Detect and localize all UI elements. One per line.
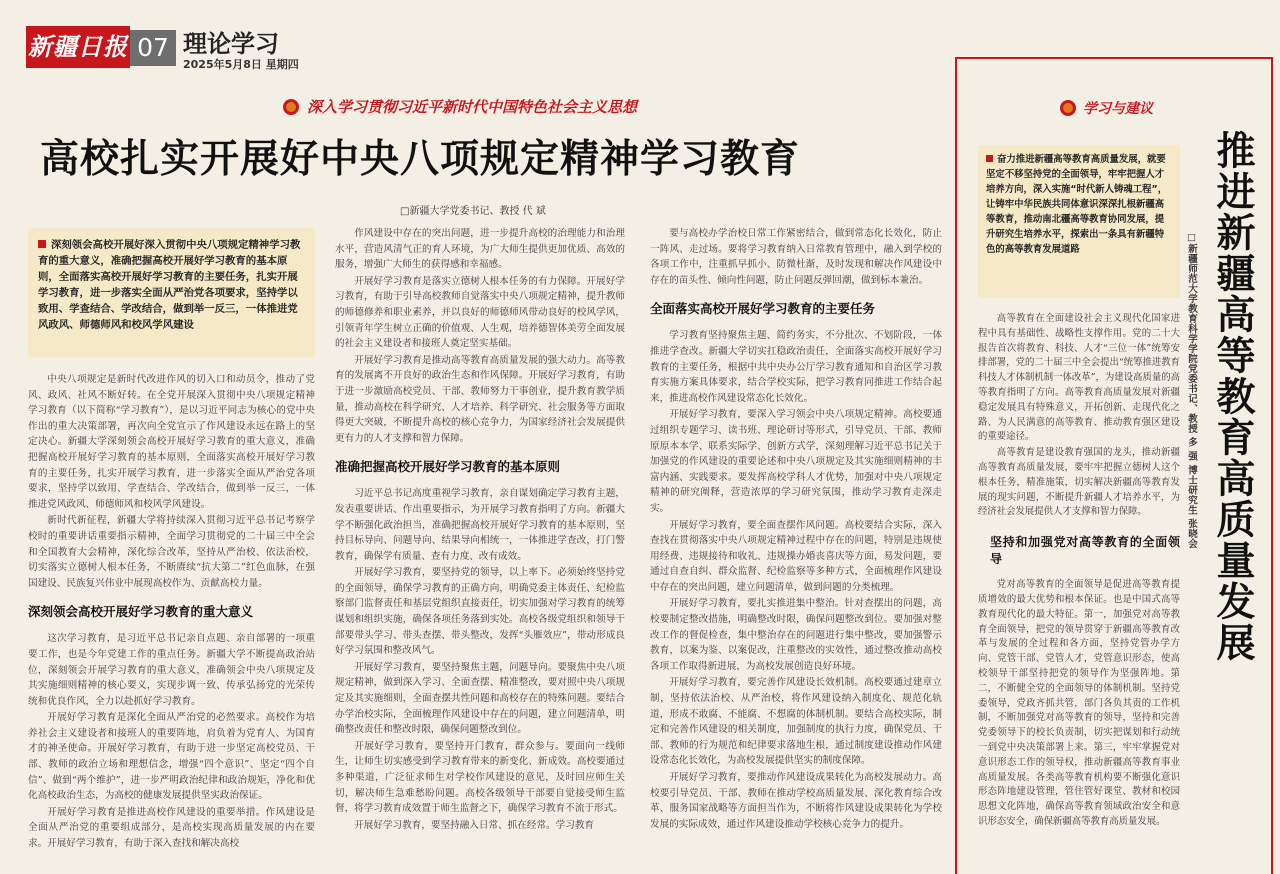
issue-date: 2025年5月8日 星期四 [183,58,299,71]
paragraph: 学习教育坚持聚焦主题、简约务实，不分批次、不划阶段，一体推进学查改。新疆大学切实扛稳政治责任，全面落实高校开展好学习教育的主要任务，根据中共中央办公厅学习教育通知和自治区学习教育实施方案具体要求，结合学校实际，把学习教育同推进工作结合起来，推进高校作风建设常态化长效化。 [650,330,942,404]
main-kicker-text: 深入学习贯彻习近平新时代中国特色社会主义思想 [307,98,638,116]
paragraph: 开展好学习教育是落实立德树人根本任务的有力保障。开展好学习教育，有助于引导高校教师自觉落实中央八项规定精神，提升教师的师德修养和职业素养，并以良好的师德师风带动良好的校风学风，引领青年学生树立正确的价值观、人生观，培养德智体美劳全面发展的社会主义建设者和接班人奠定坚实基础。 [335,275,625,350]
subheading: 深刻领会高校开展好学习教育的重大意义 [28,604,254,620]
main-lead-summary [28,228,315,357]
paragraph: 开展好学习教育是推动高等教育高质量发展的强大动力。高等教育的发展离不开良好的政治生态和作风保障。开展好学习教育，有助于进一步激励高校党员、干部、教师努力干事创业，提升教育教学质量，推动高校在科学研究、人才培养、科学研究、社会服务等方面取得更大突破，不断提升高校的核心竞争力，为国家经济社会发展提供更有力的人才支撑和智力保障。 [335,354,625,444]
paragraph: 要与高校办学治校日常工作紧密结合，做到常态化长效化，防止一阵风、走过场。要将学习教育纳入日常教育管理中，融入到学校的各项工作中，注重抓早抓小、防微杜渐，及时发现和解决作风建设中存在的苗头性、倾向性问题，防止问题反弹回潮，做到标本兼治。 [650,228,942,286]
paragraph: 这次学习教育，是习近平总书记亲自点题、亲自部署的一项重要工作，也是今年党建工作的重点任务。新疆大学不断提高政治站位，深刻领会开展学习教育的重大意义，准确领会中央八项规定及其实施细则精神的核心要义，实现步调一致、传承弘扬党的光荣传统和优良作风，全力以赴抓好学习教育。 [28,633,315,707]
article-column-3 [650,226,942,874]
paragraph: 中央八项规定是新时代改进作风的切入口和动员令，推动了党风、政风、社风不断好转。在全党开展深入贯彻中央八项规定精神学习教育（以下简称“学习教育”），是以习近平同志为核心的党中央作出的重大决策部署，再次向全党宣示了作风建设永远在路上的坚定决心。新疆大学深刻领会高校开展好学习教育的重大意义，准确把握高校开展好学习教育的基本原则，全面落实高校开展好学习教育的主要任务，扎实开展学习教育，进一步落实全面从严治党各项要求，坚持学以致用、学查结合、学改结合，做到举一反三，一体推进党风政风、师德师风和校风学风建设。 [28,374,315,510]
subheading: 准确把握高校开展好学习教育的基本原则 [335,459,561,475]
badge-icon [283,99,299,115]
red-square-icon [38,240,46,248]
badge-icon [1060,100,1076,116]
paragraph: 开展好学习教育，要坚持开门教育，群众参与。要面向一线师生，让师生切实感受到学习教育带来的新变化、新成效。高校要通过多种渠道，广泛征求师生对学校作风建设的意见，及时回应师生关切，解决师生急难愁盼问题。高校各级领导干部要自觉接受师生监督，将学习教育成效置于师生监督之下，确保学习教育不流于形式。 [335,740,625,815]
sidebar-body [978,312,1180,872]
subheading: 坚持和加强党对高等教育的全面领导 [990,535,1180,567]
sidebar-lead-summary [978,145,1180,298]
paragraph: 高等教育在全面建设社会主义现代化国家进程中具有基础性、战略性支撑作用。党的二十大报告首次将教育、科技、人才“三位一体”统筹安排部署，党的二十届三中全会提出“统筹推进教育科技人才体制机制一体改革”，为建设高质量的高等教育指明了方向。高等教育高质量发展对新疆稳定发展具有特殊意义，开拓创新、走现代化之路、为人民满意的高等教育、推动教育强区建设的重要途径。 [978,313,1180,443]
sidebar-kicker-text: 学习与建议 [1083,101,1153,117]
main-headline: 高校扎实开展好中央八项规定精神学习教育 [40,137,801,182]
paragraph: 新时代新征程，新疆大学将持续深入贯彻习近平总书记考察学校时的重要讲话重要指示精神，全面学习贯彻党的二十届三中全会和全国教育大会精神，深化综合改革，坚持从严治校、依法治校，切实落实立德树人根本任务，不断赓续“抗大第二”红色血脉，在强国建设、民族复兴伟业中展现高校作为、贡献高校力量。 [28,515,315,589]
page-number: 07 [130,30,176,66]
paragraph: 习近平总书记高度重视学习教育，亲自谋划确定学习教育主题，发表重要讲话、作出重要指示，为开展学习教育指明了方向。新疆大学不断强化政治担当，准确把握高校开展好学习教育的基本原则，坚持目标导向、问题导向、结果导向相统一，一体推进学查改，打门警教育，确保学有质量、查有力度、改有成效。 [335,488,625,562]
paragraph: 开展好学习教育，要深入学习领会中央八项规定精神。高校要通过组织专题学习、读书班、理论研讨等形式，引导党员、干部、教师原原本本学、联系实际学、创新方式学，深刻理解习近平总书记关于加强党的作风建设的重要论述和中央八项规定及其实施细则精神的丰富内涵、实践要求。要发挥高校学科人才优势，加强对中央八项规定精神的研究阐释，营造浓厚的学习研究氛围，推动学习教育走深走实。 [650,409,942,514]
red-square-icon [986,155,993,162]
section-title: 理论学习 [183,30,279,58]
paragraph: 作风建设中存在的突出问题，进一步提升高校的治理能力和治理水平，营造风清气正的育人环境，为广大师生提供更加优质、高效的服务，增强广大师生的获得感和幸福感。 [335,228,625,271]
paragraph: 开展好学习教育，要坚持融入日常、抓在经常。学习教育 [354,819,595,831]
sidebar-kicker [1060,98,1153,118]
article-column-1 [28,372,315,874]
paragraph: 开展好学习教育，要坚持党的领导，以上率下。必须始终坚持党的全面领导，确保学习教育的正确方向，明确党委主体责任、纪检监察部门监督责任和基层党组织直接责任，切实加强对学习教育的统筹谋划和组织实施，确保各项任务落到实处。高校各级党组织和领导干部要带头学习、带头查摆、带头整改，发挥“头雁效应”，带动形成良好学习氛围和整改风气。 [335,567,625,657]
paragraph: 开展好学习教育，要扎实推进集中整治。针对查摆出的问题，高校要制定整改措施，明确整改时限，确保问题整改到位。要加强对整改工作的督促检查，集中整治存在的问题进行集中整改，要加强警示教育，以案为鉴、以案促改，注重整改的实效性，通过整改推动高校各项工作取得新进展，为高校发展创造良好环境。 [650,598,942,672]
paragraph: 党对高等教育的全面领导是促进高等教育提质增效的最大优势和根本保证。也是中国式高等教育现代化的最大特征。第一，加强党对高等教育全面领导，把党的领导贯穿于新疆高等教育改革与发展的全过程和各方面，坚持党管办学方向、党管干部、党管人才，党管意识形态，使高校领导干部坚持把党的领导作为坚强阵地。第二，不断健全党的全面领导的体制机制。坚持党委领导，党政齐抓共管，部门各负其责的工作机制，不断加强党对高等教育的领导，坚持和完善党委领导下的校长负责制，切实把谋划和行动统一到党中央决策部署上来。第三，牢牢掌握党对意识形态工作的领导权，推动新疆高等教育事业高质量发展。各类高等教育机构要不断强化意识形态阵地建设管理，管住管好课堂、教材和校园思想文化阵地，确保高等教育领域政治安全和意识形态安全，确保新疆高等教育高质量发展。 [978,579,1180,827]
paragraph: 开展好学习教育是深化全面从严治党的必然要求。高校作为培养社会主义建设者和接班人的重要阵地，肩负着为党育人、为国育才的神圣使命。开展好学习教育，有助于进一步坚定高校党员、干部、教师的政治立场和理想信念，增强“四个意识”、坚定“四个自信”、做到“两个维护”，进一步严明政治纪律和政治规矩，净化和优化高校政治生态，为高校的健康发展提供坚实政治保证。 [28,712,315,802]
newspaper-logo: 新疆日报 [26,26,130,68]
main-byline: □新疆大学党委书记、教授 代 斌 [400,206,546,217]
sidebar-lead-text: 奋力推进新疆高等教育高质量发展，就要坚定不移坚持党的全面领导，牢牢把握人才培养方向，深入实施“时代新人铸魂工程”，让铸牢中华民族共同体意识深深扎根新疆高等教育，推动南北疆高等教育协同发展，提升研究生培养水平，探索出一条具有新疆特色的高等教育发展道路 [986,154,1168,255]
article-column-2 [335,226,625,874]
sidebar-byline: □新疆师范大学教育科学学院党委书记、教授 多 强 博士研究生 张晓会 [1186,232,1197,549]
main-lead-text: 深刻领会高校开展好深入贯彻中央八项规定精神学习教育的重大意义，准确把握高校开展好学习教育的基本原则，全面落实高校开展好学习教育的主要任务，扎实开展学习教育，进一步落实全面从严治党各项要求，坚持学以致用、学查结合、学改结合，做到举一反三，一体推进党风政风、师德师风和校风学风建设 [38,239,301,332]
paragraph: 开展好学习教育，要全面查摆作风问题。高校要结合实际，深入查找在贯彻落实中央八项规定精神过程中存在的问题，特别是违规使用经费、违规接待和收礼、违规操办婚丧喜庆等方面，易发问题，要通过自查自纠、群众监督、纪检监察等多种方式，全面梳理作风建设中存在的突出问题，建立问题清单，做到问题的分类梳理。 [650,519,942,593]
sidebar-headline: 推进新疆高等教育高质量发展 [1210,130,1255,663]
paragraph: 开展好学习教育，要完善作风建设长效机制。高校要通过建章立制，坚持依法治校、从严治校，将作风建设纳入制度化、规范化轨道，形成不敢腐、不能腐、不想腐的体制机制。要结合高校实际，制定和完善作风建设的相关制度，加强制度的执行力度，确保党员、干部、教师的行为规范和纪律要求落地生根，通过制度建设推动作风建设常态化长效化，为高校发展提供坚实的制度保障。 [650,677,942,767]
paragraph: 开展好学习教育，要推动作风建设成果转化为高校发展动力。高校要引导党员、干部、教师在推动学校高质量发展、深化教育综合改革、服务国家战略等方面担当作为，不断将作风建设成果转化为学校发展的实际成效，通过作风建设推动学校核心竞争力的提升。 [650,772,942,830]
subheading: 全面落实高校开展好学习教育的主要任务 [650,301,876,317]
paragraph: 高等教育是建设教育强国的龙头，推动新疆高等教育高质量发展，要牢牢把握立德树人这个根本任务，精准施策，切实解决新疆高等教育发展的现实问题，不断提升新疆人才培养水平，为经济社会发展提供人才支撑和智力保障。 [978,447,1180,518]
paragraph: 开展好学习教育，要坚持聚焦主题，问题导向。要聚焦中央八项规定精神，做到深入学习、全面查摆、精准整改，要对照中央八项规定及其实施细则，全面查摆共性问题和高校存在的特殊问题。要结合办学治校实际，全面梳理作风建设中存在的问题，建立问题清单，明确整改责任和整改时限，确保问题整改到位。 [335,661,625,736]
main-kicker [283,96,637,117]
paragraph: 开展好学习教育是推进高校作风建设的重要举措。作风建设是全面从严治党的重要组成部分，是高校实现高质量发展的内在要求。开展好学习教育，有助于深入查找和解决高校 [28,806,315,850]
